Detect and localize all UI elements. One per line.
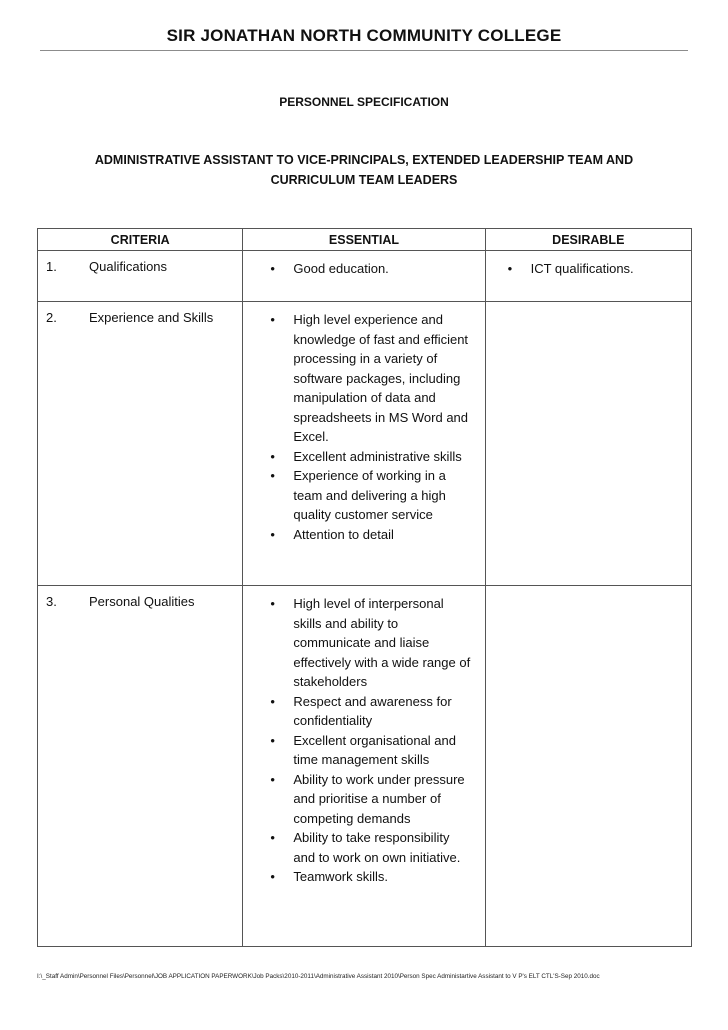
role-title: ADMINISTRATIVE ASSISTANT TO VICE-PRINCIPALS, EXTENDED LEADERSHIP TEAM AND CURRICULUM TEAM LEADERS <box>94 153 634 187</box>
essential-list <box>243 586 484 893</box>
table-header-row <box>38 229 692 251</box>
bullet-icon: • <box>270 448 275 464</box>
essential-list <box>243 302 484 550</box>
criteria-cell <box>38 302 243 586</box>
essential-cell <box>243 302 485 586</box>
criteria-cell <box>38 251 243 302</box>
bullet-icon: • <box>270 732 275 748</box>
list-item-text: Good education. <box>293 261 389 276</box>
header-rule <box>40 50 688 51</box>
list-item-text: Excellent organisational and time management skills <box>293 732 456 767</box>
list-item-text: Ability to work under pressure and prioritise a number of competing demands <box>293 771 465 826</box>
list-item <box>268 525 474 545</box>
criteria-name: Personal Qualities <box>89 594 195 609</box>
specification-table <box>37 228 692 947</box>
criteria-name: Qualifications <box>89 259 168 274</box>
desirable-cell <box>485 586 691 947</box>
list-item <box>268 770 474 829</box>
list-item-text: High level of interpersonal skills and ability to communicate and liaise effectively with a wide range of stakeholders <box>293 596 471 689</box>
list-item <box>268 594 474 692</box>
table-row <box>38 302 692 586</box>
list-item <box>268 466 474 525</box>
list-item <box>268 731 474 770</box>
list-item-text: Attention to detail <box>293 526 394 542</box>
bullet-icon: • <box>270 869 275 884</box>
bullet-icon: • <box>270 596 275 611</box>
bullet-icon: • <box>270 526 275 542</box>
file-path-footer: I:\_Staff Admin\Personnel Files\Personnel\JOB APPLICATION PAPERWORK\Job Packs\2010-2011\Administrative Assistant 2010\Person Spec Administartive Assistant to V P's ELT CTL'S-Sep 2010.doc <box>37 973 600 980</box>
essential-list <box>243 251 484 285</box>
list-item-text: Excellent administrative skills <box>293 448 462 464</box>
desirable-list <box>486 251 691 285</box>
list-item-text: Teamwork skills. <box>293 869 389 884</box>
essential-cell <box>243 251 485 302</box>
essential-cell <box>243 586 485 947</box>
bullet-icon: • <box>270 468 275 483</box>
list-item <box>268 867 474 887</box>
list-item <box>506 259 685 279</box>
header-essential: ESSENTIAL <box>243 229 485 251</box>
bullet-icon: • <box>270 261 275 276</box>
header-desirable: DESIRABLE <box>485 229 691 251</box>
list-item <box>268 259 474 279</box>
bullet-icon: • <box>270 771 275 787</box>
document-title: PERSONNEL SPECIFICATION <box>279 95 449 109</box>
list-item-text: Respect and awareness for confidentiality <box>293 693 452 728</box>
row-number: 1. <box>46 259 57 274</box>
desirable-list <box>486 586 691 600</box>
header-criteria: CRITERIA <box>38 229 243 251</box>
list-item-text: Experience of working in a team and delivering a high quality customer service <box>293 468 446 522</box>
table-row <box>38 586 692 947</box>
list-item <box>268 692 474 731</box>
list-item-text: Ability to take responsibility and to work on own initiative. <box>293 830 461 865</box>
list-item-text: ICT qualifications. <box>530 261 634 276</box>
desirable-list <box>486 302 691 316</box>
bullet-icon: • <box>270 312 275 327</box>
bullet-icon: • <box>507 261 513 276</box>
college-name: SIR JONATHAN NORTH COMMUNITY COLLEGE <box>166 26 562 45</box>
row-number: 3. <box>46 594 57 609</box>
criteria-name: Experience and Skills <box>89 310 214 325</box>
table-row <box>38 251 692 302</box>
row-number: 2. <box>46 310 57 325</box>
desirable-cell <box>485 251 691 302</box>
list-item-text: High level experience and knowledge of fast and efficient processing in a variety of software packages, including manipulation of data and spreadsheets in MS Word and Excel. <box>293 312 469 444</box>
list-item <box>268 828 474 867</box>
desirable-cell <box>485 302 691 586</box>
list-item <box>268 447 474 467</box>
criteria-cell <box>38 586 243 947</box>
bullet-icon: • <box>270 693 275 709</box>
list-item <box>268 310 474 447</box>
bullet-icon: • <box>270 830 275 845</box>
